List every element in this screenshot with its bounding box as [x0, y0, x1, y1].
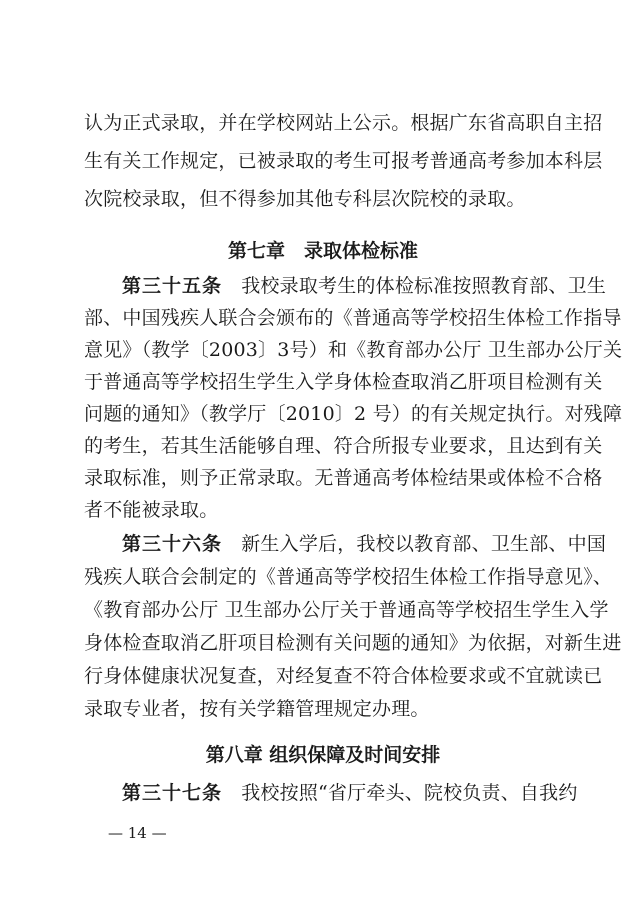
article-36-line: 残疾人联合会制定的《普通高等学校招生体检工作指导意见》、 [84, 566, 613, 588]
page-number: — 14 — [108, 824, 167, 842]
chapter-8-heading: 第八章 组织保障及时间安排 [205, 744, 441, 766]
article-36-number: 第三十六条 [122, 533, 223, 555]
article-35-line: 者不能被录取。 [84, 499, 219, 521]
para1-line-3: 次院校录取，但不得参加其他专科层次院校的录取。 [84, 188, 526, 210]
article-36-line: 身体检查取消乙肝项目检测有关问题的通知》为依据，对新生进 [84, 632, 622, 654]
article-35-line: 于普通高等学校招生学生入学身体检查取消乙肝项目检测有关 [84, 371, 603, 393]
article-35-number: 第三十五条 [122, 275, 223, 297]
article-37-number: 第三十七条 [122, 782, 223, 804]
article-35-first-line [122, 269, 607, 303]
article-35-line: 的考生，若其生活能够自理、符合所报专业要求，且达到有关 [84, 435, 603, 457]
article-36-first-text: 新生入学后，我校以教育部、卫生部、中国 [222, 533, 607, 555]
article-35-first-text: 我校录取考生的体检标准按照教育部、卫生 [222, 275, 607, 297]
article-35-line: 意见》（教学〔2003〕3号）和《教育部办公厅 卫生部办公厅关 [84, 339, 623, 361]
article-37-first-line [122, 776, 578, 810]
article-36-line: 录取专业者，按有关学籍管理规定办理。 [84, 698, 430, 720]
article-35-line: 问题的通知》（教学厅〔2010〕2 号）的有关规定执行。对残障 [84, 403, 623, 425]
article-35-line: 部、中国残疾人联合会颁布的《普通高等学校招生体检工作指导 [84, 307, 622, 329]
article-37-first-text: 我校按照“省厅牵头、院校负责、自我约 [222, 782, 578, 804]
article-36-line: 行身体健康状况复查，对经复查不符合体检要求或不宜就读已 [84, 665, 603, 687]
article-36-first-line [122, 527, 607, 561]
para1-line-2: 生有关工作规定，已被录取的考生可报考普通高考参加本科层 [84, 150, 603, 172]
article-35-line: 录取标准，则予正常录取。无普通高考体检结果或体检不合格 [84, 467, 603, 489]
para1-line-1: 认为正式录取，并在学校网站上公示。根据广东省高职自主招 [84, 112, 603, 134]
article-36-line: 《教育部办公厅 卫生部办公厅关于普通高等学校招生学生入学 [84, 599, 609, 621]
chapter-7-heading: 第七章 录取体检标准 [227, 240, 418, 262]
